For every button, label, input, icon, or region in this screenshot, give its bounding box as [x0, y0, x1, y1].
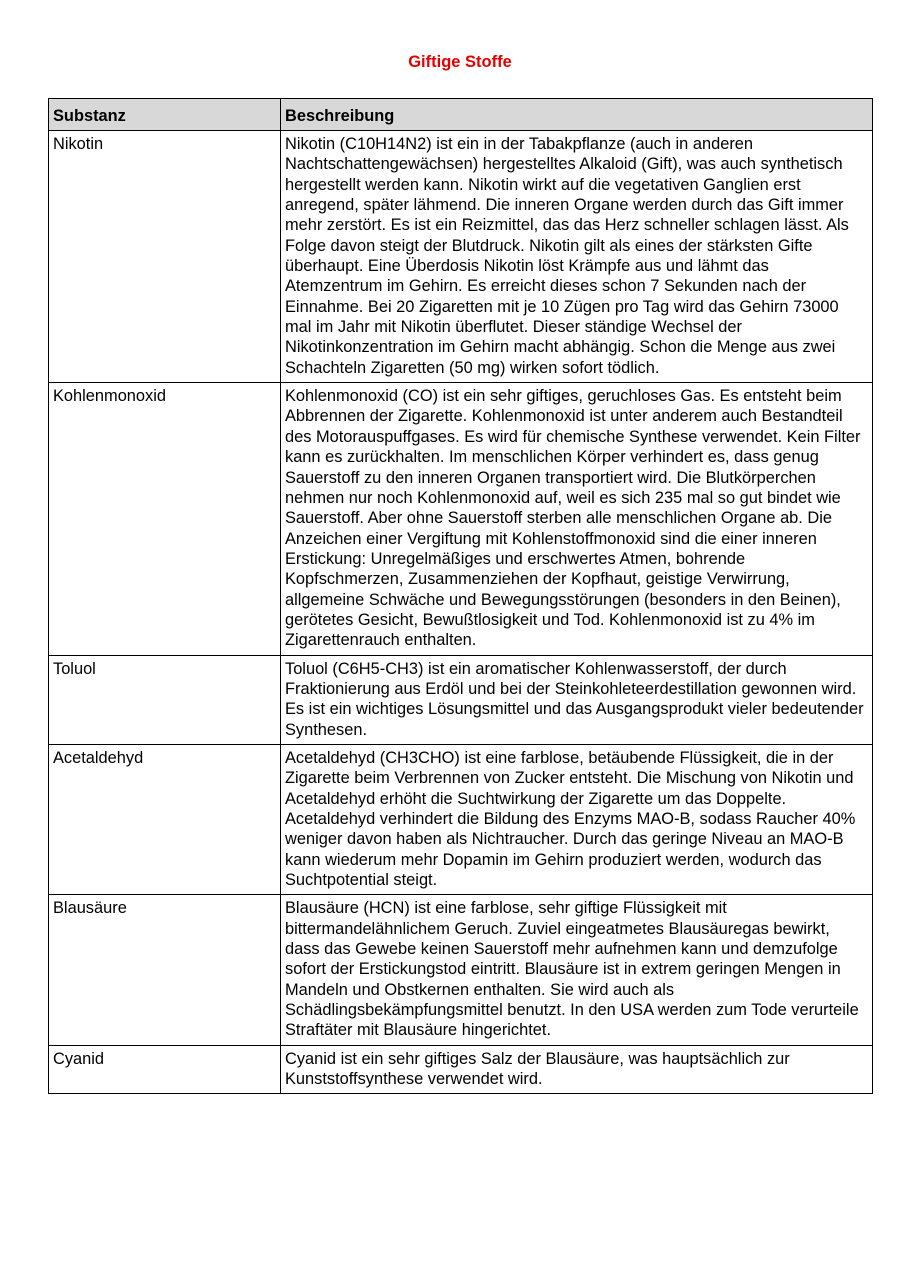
table-row [49, 744, 873, 894]
table-row [49, 655, 873, 744]
substance-name: Nikotin [49, 131, 281, 383]
table-row [49, 1045, 873, 1094]
substance-description: Blausäure (HCN) ist eine farblose, sehr giftige Flüssigkeit mit bittermandelähnlichem Geruch. Zuviel eingeatmetes Blausäuregas bewirkt, dass das Gewebe keinen Sauerstoff mehr aufnehmen kann und demzufolge sofort der Erstickungstod eintritt. Blausäure ist in extrem geringen Mengen in Mandeln und Obstkernen enthalten. Sie wird auch als Schädlingsbekämpfungsmittel benutzt. In den USA werden zum Tode verurteile Straftäter mit Blausäure hingerichtet. [281, 895, 873, 1045]
substance-name: Cyanid [49, 1045, 281, 1094]
substance-name: Kohlenmonoxid [49, 383, 281, 655]
substances-table [48, 98, 873, 1094]
table-header-row [49, 99, 873, 131]
substance-name: Toluol [49, 655, 281, 744]
substance-description: Nikotin (C10H14N2) ist ein in der Tabakpflanze (auch in anderen Nachtschattengewächsen) hergestelltes Alkaloid (Gift), was auch synthetisch hergestellt werden kann. Nikotin wirkt auf die vegetativen Ganglien erst anregend, später lähmend. Die inneren Organe werden durch das Gift immer mehr zerstört. Es ist ein Reizmittel, das das Herz schneller schlagen lässt. Als Folge davon steigt der Blutdruck. Nikotin gilt als eines der stärksten Gifte überhaupt. Eine Überdosis Nikotin löst Krämpfe aus und lähmt das Atemzentrum im Gehirn. Es erreicht dieses schon 7 Sekunden nach der Einnahme. Bei 20 Zigaretten mit je 10 Zügen pro Tag wird das Gehirn 73000 mal im Jahr mit Nikotin überflutet. Dieser ständige Wechsel der Nikotinkonzentration im Gehirn macht abhängig. Schon die Menge aus zwei Schachteln Zigaretten (50 mg) wirken sofort tödlich. [281, 131, 873, 383]
column-header-description: Beschreibung [281, 99, 873, 131]
table-row [49, 131, 873, 383]
table-row [49, 895, 873, 1045]
substance-description: Toluol (C6H5-CH3) ist ein aromatischer Kohlenwasserstoff, der durch Fraktionierung aus Erdöl und bei der Steinkohleteerdestillation gewonnen wird. Es ist ein wichtiges Lösungsmittel und das Ausgangsprodukt vieler bedeutender Synthesen. [281, 655, 873, 744]
document-title: Giftige Stoffe [408, 53, 512, 71]
table-row [49, 383, 873, 655]
substance-name: Blausäure [49, 895, 281, 1045]
substance-description: Kohlenmonoxid (CO) ist ein sehr giftiges, geruchloses Gas. Es entsteht beim Abbrennen der Zigarette. Kohlenmonoxid ist unter anderem auch Bestandteil des Motorauspuffgases. Es wird für chemische Synthese verwendet. Kein Filter kann es zurückhalten. Im menschlichen Körper verhindert es, dass genug Sauerstoff zu den inneren Organen transportiert wird. Die Blutkörperchen nehmen nur noch Kohlenmonoxid auf, weil es sich 235 mal so gut bindet wie Sauerstoff. Aber ohne Sauerstoff sterben alle menschlichen Organe ab. Die Anzeichen einer Vergiftung mit Kohlenstoffmonoxid sind die einer inneren Erstickung: Unregelmäßiges und erschwertes Atmen, bohrende Kopfschmerzen, Zusammenziehen der Kopfhaut, geistige Verwirrung, allgemeine Schwäche und Bewegungsstörungen (besonders in den Beinen), gerötetes Gesicht, Bewußtlosigkeit und Tod. Kohlenmonoxid ist zu 4% im Zigarettenrauch enthalten. [281, 383, 873, 655]
column-header-substance: Substanz [49, 99, 281, 131]
substance-name: Acetaldehyd [49, 744, 281, 894]
substance-description: Acetaldehyd (CH3CHO) ist eine farblose, betäubende Flüssigkeit, die in der Zigarette beim Verbrennen von Zucker entsteht. Die Mischung von Nikotin und Acetaldehyd erhöht die Suchtwirkung der Zigarette um das Doppelte. Acetaldehyd verhindert die Bildung des Enzyms MAO-B, sodass Raucher 40% weniger davon haben als Nichtraucher. Durch das geringe Niveau an MAO-B kann wiederum mehr Dopamin im Gehirn produziert werden, wodurch das Suchtpotential steigt. [281, 744, 873, 894]
substance-description: Cyanid ist ein sehr giftiges Salz der Blausäure, was hauptsächlich zur Kunststoffsynthese verwendet wird. [281, 1045, 873, 1094]
